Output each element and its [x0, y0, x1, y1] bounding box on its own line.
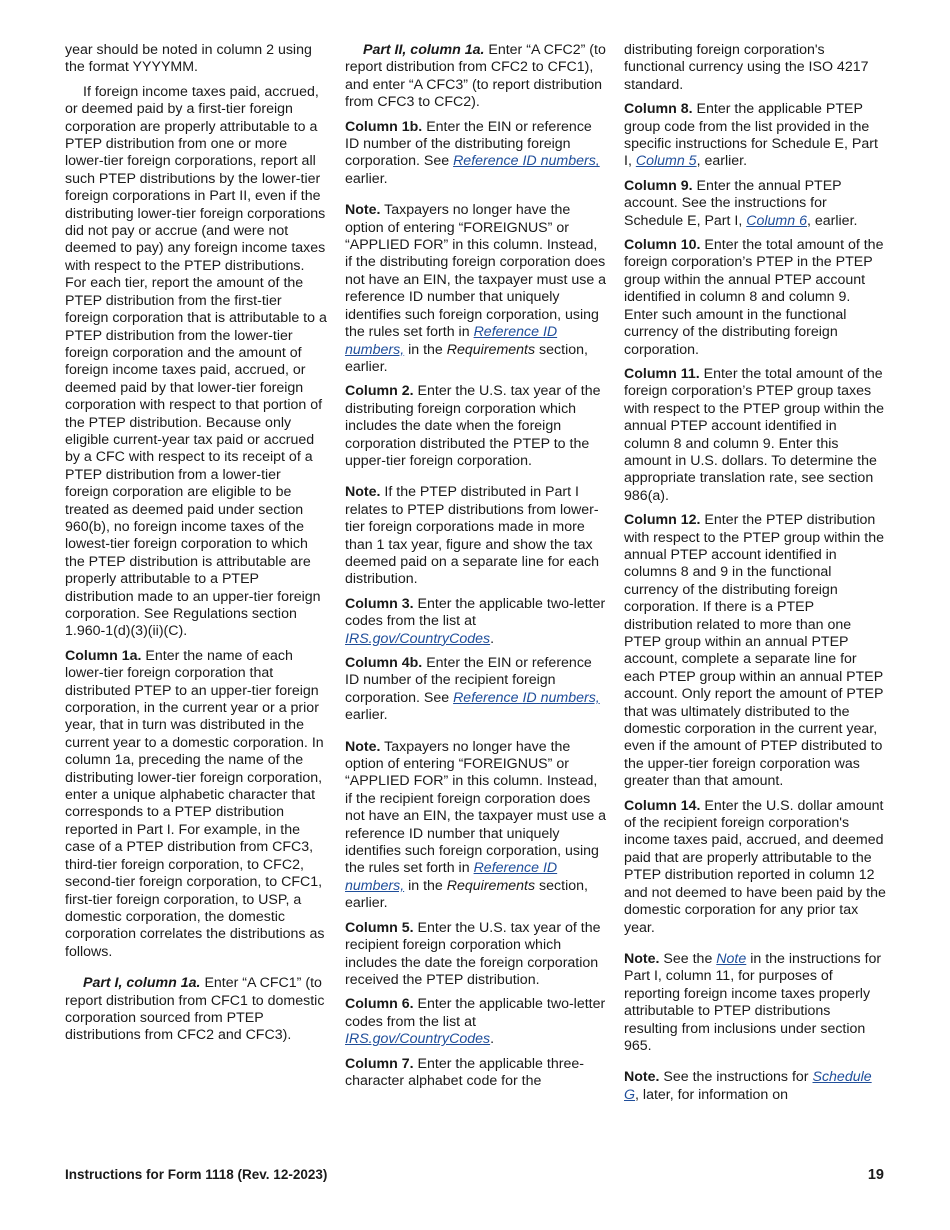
heading-column-12: Column 12. [624, 512, 701, 529]
heading-part-ii-column-1a: Part II, column 1a. [363, 42, 485, 58]
paragraph: Column 1b. Enter the EIN or reference ID number of the distributing foreign corporation. See Reference ID numbers, earlier. [345, 118, 600, 187]
link-reference-id-numbers[interactable]: Reference ID numbers, [453, 153, 600, 170]
paragraph: distributing foreign corporation's functional currency using the ISO 4217 standard. [624, 42, 869, 93]
link-country-codes[interactable]: IRS.gov/CountryCodes [345, 1031, 491, 1048]
heading-note: Note. [624, 950, 660, 967]
paragraph: year should be noted in column 2 using the format YYYYMM. [65, 42, 312, 76]
paragraph: Column 14. Enter the U.S. dollar amount of the recipient foreign corporation's income taxes paid, accrued, and deemed paid that are properly attributable to the PTEP distribution reported in column 12 and not deemed to have been paid by the domestic corporation for any prior tax year. [624, 797, 886, 936]
paragraph: Column 11. Enter the total amount of the foreign corporation’s PTEP group taxes with respect to the PTEP group within the annual PTEP account identified in column 8 and column 9. Enter this amount in U.S. dollars. To determine the appropriate translation rate, see section 986(a). [624, 365, 884, 504]
heading-column-7: Column 7. [345, 1055, 414, 1072]
link-column-5[interactable]: Column 5 [635, 153, 697, 170]
column-middle [345, 42, 607, 1097]
heading-note: Note. [624, 1069, 660, 1086]
paragraph: Note. See the Note in the instructions for Part I, column 11, for purposes of reporting foreign income taxes properly attributable to PTEP distributions resulting from inclusions under section 965. [624, 950, 882, 1054]
heading-column-10: Column 10. [624, 237, 701, 254]
paragraph: Column 9. Enter the annual PTEP account. See the instructions for Schedule E, Part I, Column 6, earlier. [624, 177, 858, 229]
link-reference-id-numbers[interactable]: Reference ID numbers, [453, 689, 600, 706]
link-country-codes[interactable]: IRS.gov/CountryCodes [345, 630, 491, 647]
heading-column-11: Column 11. [624, 365, 700, 382]
link-column-6[interactable]: Column 6 [746, 212, 807, 229]
heading-column-14: Column 14. [624, 797, 701, 814]
heading-column-6: Column 6. [345, 996, 414, 1013]
paragraph: Column 12. Enter the PTEP distribution with respect to the PTEP group within the annual PTEP account identified in columns 8 and 9 in the functional currency of the distributing foreign corporation. If there is a PTEP distribution related to more than one PTEP group within an annual PTEP account, complete a separate line for each PTEP group within an annual PTEP account. Only report the amount of PTEP that was ultimately distributed to the domestic corporation in the current year, even if the amount of PTEP distributed to the upper-tier foreign corporation was greater than that amount. [624, 512, 884, 790]
page-number: 19 [867, 1167, 884, 1183]
paragraph: Note. Taxpayers no longer have the option of entering “FOREIGNUS” or “APPLIED FOR” in this column. Instead, if the recipient foreign corporation does not have an EIN, the taxpayer must use a reference ID number that uniquely identifies such foreign corporation, using the rules set forth in Reference ID numbers, in the Requirements section, earlier. [345, 738, 607, 912]
paragraph: Part I, column 1a. Enter “A CFC1” (to report distribution from CFC1 to domestic corporation sourced from PTEP distributions from CFC2 and CFC3). [65, 975, 325, 1044]
heading-column-5: Column 5. [345, 919, 414, 936]
heading-column-1a: Column 1a. [65, 647, 142, 664]
paragraph: Column 4b. Enter the EIN or reference ID number of the recipient foreign corporation. See Reference ID numbers, earlier. [345, 655, 600, 724]
paragraph: Column 5. Enter the U.S. tax year of the recipient foreign corporation which includes the date the foreign corporation received the PTEP distribution. [345, 919, 601, 988]
heading-column-9: Column 9. [624, 177, 693, 194]
heading-note: Note. [345, 202, 381, 219]
heading-column-2: Column 2. [345, 383, 414, 400]
heading-note: Note. [345, 738, 381, 755]
column-left [65, 42, 327, 1052]
heading-column-4b: Column 4b. [345, 655, 423, 671]
heading-part-i-column-1a: Part I, column 1a. [83, 975, 201, 992]
paragraph: If foreign income taxes paid, accrued, or deemed paid by a first-tier foreign corporation are properly attributable to a PTEP distribution from one or more lower-tier foreign corporations, report all such PTEP distributions by the lower-tier foreign corporations in Part II, even if the distributing lower-tier foreign corporations did not pay or accrue (and were not deemed to pay) any foreign income taxes with respect to the PTEP distributions. For each tier, report the amount of the PTEP distribution from the first-tier foreign corporation that is attributable to a PTEP distribution from the lower-tier foreign corporation and the amount of foreign income taxes paid, accrued, or deemed paid by that lower-tier foreign corporation with respect to that portion of the PTEP distribution. Because only eligible current-year tax paid or accrued by a CFC with respect to its receipt of a PTEP distribution from a lower-tier foreign corporation are eligible to be treated as deemed paid under section 960(b), no foreign income taxes of the lowest-tier foreign corporation to which the PTEP distribution is attributable are properly attributable to a PTEP distribution made to an upper-tier foreign corporation. See Regulations section 1.960-1(d)(3)(ii)(C). [65, 83, 327, 640]
heading-column-3: Column 3. [345, 595, 414, 612]
paragraph: Column 1a. Enter the name of each lower-tier foreign corporation that distributed PTEP to an upper-tier foreign corporation, in the current year or a prior year, that in turn was distributed in the current year to a domestic corporation. In column 1a, preceding the name of the distributing lower-tier foreign corporation, enter a unique alphabetic character that corresponds to a PTEP distribution reported in Part I. For example, in the case of a PTEP distribution from CFC3, third-tier foreign corporation, to CFC2, second-tier foreign corporation, to CFC1, first-tier foreign corporation, to USP, a domestic corporation, the domestic corporation correlates the distributions as follows. [65, 647, 325, 960]
heading-column-1b: Column 1b. [345, 118, 423, 135]
paragraph: Column 2. Enter the U.S. tax year of the distributing foreign corporation which includes the date when the foreign corporation distributed the PTEP to the upper-tier foreign corporation. [345, 383, 601, 469]
paragraph: Column 7. Enter the applicable three-character alphabet code for the [345, 1055, 584, 1089]
paragraph: Part II, column 1a. Enter “A CFC2” (to report distribution from CFC2 to CFC1), and enter “A CFC3” (to report distribution from CFC3 to CFC2). [345, 42, 606, 111]
paragraph: Note. See the instructions for Schedule G, later, for information on [624, 1069, 872, 1103]
link-schedule-g[interactable]: Schedule G [624, 1069, 872, 1103]
heading-column-8: Column 8. [624, 101, 693, 118]
paragraph: Column 6. Enter the applicable two-letter codes from the list at IRS.gov/CountryCodes. [345, 996, 606, 1048]
footer-title: Instructions for Form 1118 (Rev. 12-2023) [65, 1167, 328, 1182]
link-reference-id-numbers[interactable]: Reference ID numbers, [345, 324, 558, 358]
paragraph: Column 3. Enter the applicable two-letter codes from the list at IRS.gov/CountryCodes. [345, 595, 606, 647]
heading-note: Note. [345, 484, 381, 501]
link-note[interactable]: Note [716, 950, 747, 967]
paragraph: Note. If the PTEP distributed in Part I relates to PTEP distributions from lower-tier foreign corporations made in more than 1 tax year, figure and show the tax deemed paid on a separate line for each distribution. [345, 484, 599, 588]
paragraph: Column 8. Enter the applicable PTEP group code from the list provided in the specific instructions for Schedule E, Part I, Column 5, earlier. [624, 101, 878, 170]
link-reference-id-numbers[interactable]: Reference ID numbers, [345, 860, 558, 894]
column-right [624, 42, 886, 1111]
paragraph: Note. Taxpayers no longer have the option of entering “FOREIGNUS” or “APPLIED FOR” in this column. Instead, if the distributing foreign corporation does not have an EIN, the taxpayer must use a reference ID number that uniquely identifies such foreign corporation, using the rules set forth in Reference ID numbers, in the Requirements section, earlier. [345, 202, 607, 375]
paragraph: Column 10. Enter the total amount of the foreign corporation’s PTEP in the PTEP group within the annual PTEP account identified in column 8 and column 9. Enter such amount in the functional currency of the distributing foreign corporation. [624, 237, 884, 358]
